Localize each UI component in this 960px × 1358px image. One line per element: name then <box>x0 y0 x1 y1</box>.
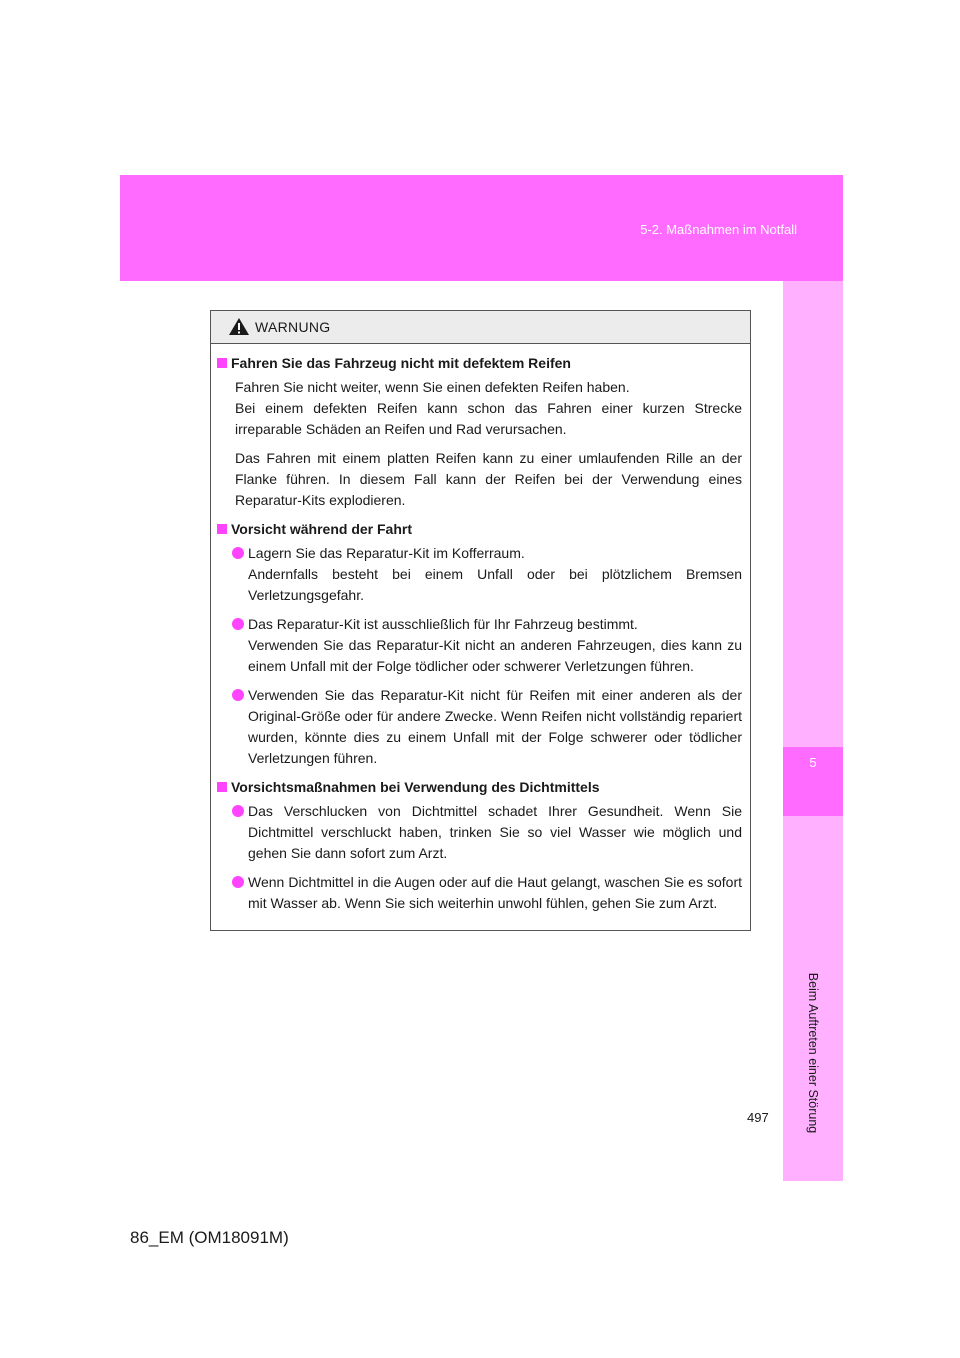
circle-bullet-icon <box>232 689 244 701</box>
list-item: Wenn Dichtmittel in die Augen oder auf die Haut gelangt, waschen Sie es sofort mit Wasser ab. Wenn Sie sich weiterhin unwohl fühlen, gehen Sie zum Arzt. <box>217 872 742 914</box>
section-heading: Vorsichtsmaßnahmen bei Verwendung des Dichtmittels <box>217 777 742 798</box>
warning-header <box>211 311 750 344</box>
chapter-title: Beim Auftreten einer Störung <box>806 972 820 1134</box>
header-band <box>120 175 843 281</box>
paragraph: Fahren Sie nicht weiter, wenn Sie einen defekten Reifen haben. Bei einem defekten Reifen kann schon das Fahren einer kurzen Strecke irreparable Schäden an Reifen und Rad verursachen. <box>235 379 742 437</box>
paragraph: Das Fahren mit einem platten Reifen kann zu einer umlaufenden Rille an der Flanke führen. In diesem Fall kann der Reifen bei der Verwendung eines Reparatur-Kits explodieren. <box>235 450 742 508</box>
square-bullet-icon <box>217 358 227 368</box>
chapter-number: 5 <box>809 755 817 770</box>
document-code: 86_EM (OM18091M) <box>130 1228 289 1247</box>
section-heading: Vorsicht während der Fahrt <box>217 519 742 540</box>
warning-triangle-icon <box>228 317 250 336</box>
section-title: 5-2. Maßnahmen im Notfall <box>640 222 797 237</box>
list-item: Lagern Sie das Reparatur-Kit im Kofferraum. Andernfalls besteht bei einem Unfall oder bei plötzlichem Bremsen Verletzungsgefahr. <box>217 543 742 606</box>
warning-title: WARNUNG <box>255 319 331 335</box>
chapter-side-tab <box>783 281 843 1181</box>
page-number: 497 <box>747 1110 769 1125</box>
chapter-number-box <box>783 747 843 816</box>
list-item: Das Verschlucken von Dichtmittel schadet Ihrer Gesundheit. Wenn Sie Dichtmittel verschluckt haben, trinken Sie so viel Wasser wie möglich und gehen Sie dann sofort zum Arzt. <box>217 801 742 864</box>
circle-bullet-icon <box>232 618 244 630</box>
warning-section <box>217 777 742 914</box>
warning-box <box>210 310 751 931</box>
circle-bullet-icon <box>232 876 244 888</box>
square-bullet-icon <box>217 782 227 792</box>
list-item: Verwenden Sie das Reparatur-Kit nicht für Reifen mit einer anderen als der Original-Größe oder für andere Zwecke. Wenn Reifen nicht vollständig repariert wurden, könnte dies zu einem Unfall mit der Folge schwerer oder tödlicher Verletzungen führen. <box>217 685 742 769</box>
section-heading: Fahren Sie das Fahrzeug nicht mit defektem Reifen <box>217 353 742 374</box>
circle-bullet-icon <box>232 805 244 817</box>
warning-section <box>217 519 742 769</box>
warning-section <box>217 353 742 511</box>
circle-bullet-icon <box>232 547 244 559</box>
warning-content <box>211 344 750 922</box>
list-item: Das Reparatur-Kit ist ausschließlich für Ihr Fahrzeug bestimmt. Verwenden Sie das Reparatur-Kit nicht an anderen Fahrzeugen, dies kann zu einem Unfall mit der Folge tödlicher oder schwerer Verletzungen führen. <box>217 614 742 677</box>
square-bullet-icon <box>217 524 227 534</box>
